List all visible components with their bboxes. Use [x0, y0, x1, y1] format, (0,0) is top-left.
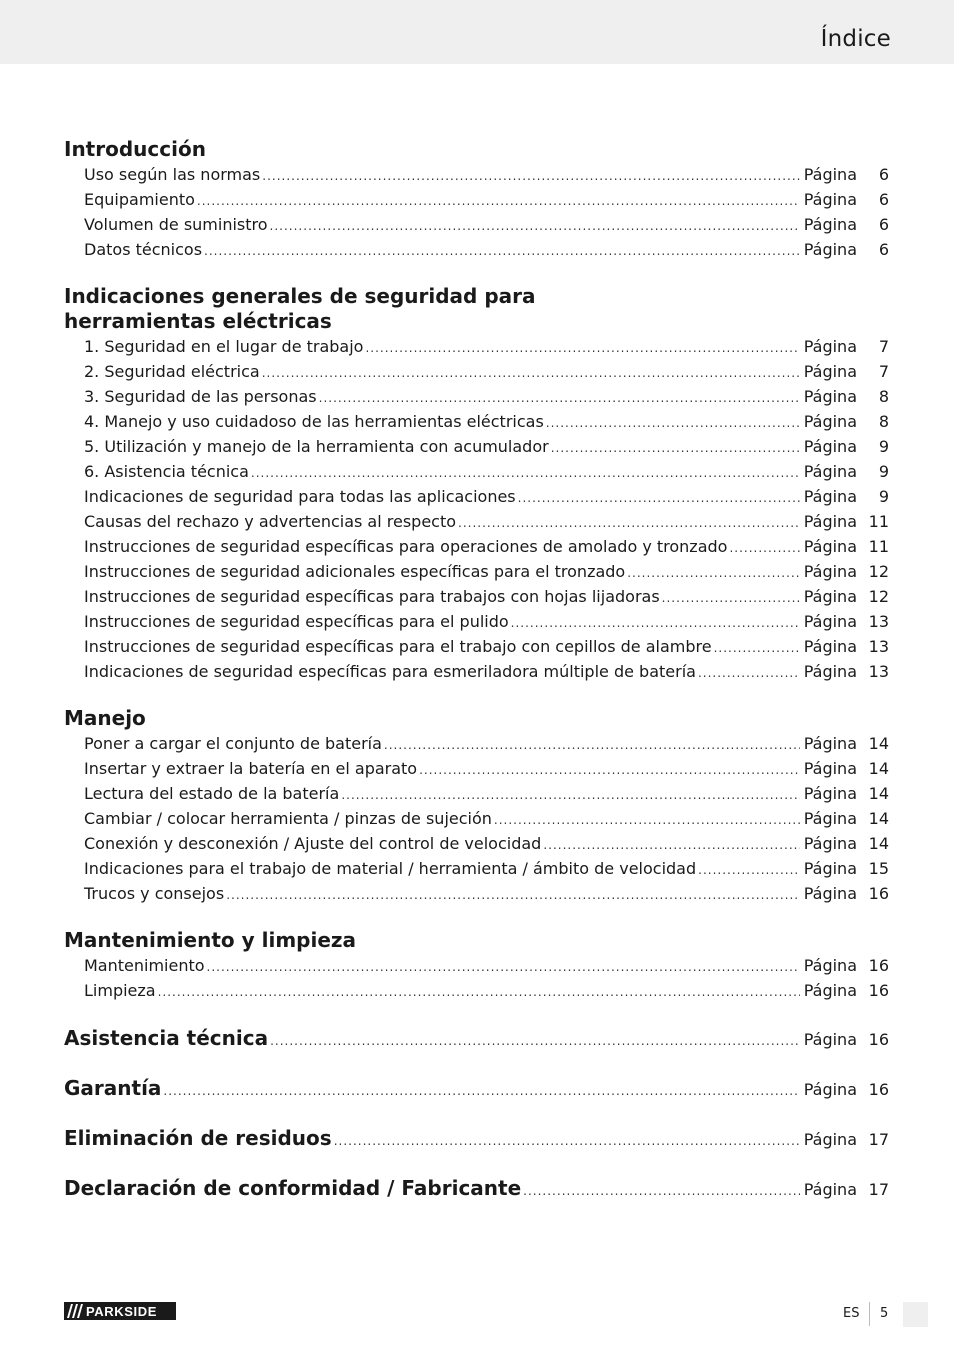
entry-text: Instrucciones de seguridad específicas para el trabajo con cepillos de alambre: [84, 637, 712, 656]
dot-leader: [204, 239, 800, 264]
toc-entry[interactable]: [84, 162, 889, 187]
page-number: 16: [868, 1030, 889, 1049]
page-number: 6: [878, 240, 889, 259]
page-number: 17: [868, 1130, 889, 1149]
dot-leader: [319, 386, 800, 411]
entry-text: Causas del rechazo y advertencias al respecto: [84, 512, 457, 531]
dot-leader: [270, 1026, 800, 1056]
toc-entry[interactable]: [84, 781, 889, 806]
toc-entry[interactable]: [84, 881, 889, 906]
page-number: 6: [878, 190, 889, 209]
page-number: 9: [878, 437, 889, 456]
toc-entry[interactable]: [84, 434, 889, 459]
page-label: Página: [803, 215, 857, 234]
section-title: Eliminación de residuos: [64, 1126, 332, 1150]
entry-text: 5. Utilización y manejo de la herramienta con acumulador: [84, 437, 549, 456]
page-number: 12: [868, 587, 889, 606]
section-title: Declaración de conformidad / Fabricante: [64, 1176, 522, 1200]
page-label: Página: [803, 240, 857, 259]
dot-leader: [341, 783, 799, 808]
dot-leader: [698, 858, 800, 883]
toc-heading-entry[interactable]: [64, 1025, 889, 1055]
toc-section-manejo: [64, 706, 889, 906]
toc-entry[interactable]: [84, 856, 889, 881]
toc-entry[interactable]: [84, 359, 889, 384]
page-number: 16: [868, 956, 889, 975]
toc-heading-entry[interactable]: [64, 1075, 889, 1105]
dot-leader: [546, 411, 800, 436]
page-number: 11: [868, 512, 889, 531]
entry-text: Indicaciones para el trabajo de material / herramienta / ámbito de velocidad: [84, 859, 697, 878]
entry-text: Indicaciones de seguridad específicas para esmeriladora múltiple de batería: [84, 662, 696, 681]
page-label: Página: [803, 759, 857, 778]
page-number: 14: [868, 809, 889, 828]
page-label: Página: [803, 387, 857, 406]
logo-text: PARKSIDE: [86, 1304, 158, 1319]
toc-entry[interactable]: [84, 534, 889, 559]
toc-entry[interactable]: [84, 334, 889, 359]
footer-divider: [869, 1302, 870, 1326]
page-label: Página: [803, 337, 857, 356]
page-number: 13: [868, 662, 889, 681]
entry-text: 1. Seguridad en el lugar de trabajo: [84, 337, 364, 356]
page-number: 13: [868, 612, 889, 631]
page-number: 7: [878, 362, 889, 381]
page-label: Página: [803, 487, 857, 506]
entry-text: 6. Asistencia técnica: [84, 462, 249, 481]
toc-entry[interactable]: [84, 634, 889, 659]
page-number: 16: [868, 884, 889, 903]
toc-entry[interactable]: [84, 559, 889, 584]
dot-leader: [698, 661, 800, 686]
toc-entry[interactable]: [84, 806, 889, 831]
entry-text: Instrucciones de seguridad específicas para el pulido: [84, 612, 509, 631]
page-number: 9: [878, 487, 889, 506]
page-label: Página: [803, 834, 857, 853]
page-label: Página: [803, 637, 857, 656]
dot-leader: [494, 808, 800, 833]
entry-text: 4. Manejo y uso cuidadoso de las herramientas eléctricas: [84, 412, 544, 431]
toc-entry[interactable]: [84, 484, 889, 509]
entry-text: Poner a cargar el conjunto de batería: [84, 734, 382, 753]
table-of-contents: [64, 137, 889, 1225]
page-label: Página: [803, 462, 857, 481]
parkside-logo: [64, 1302, 176, 1320]
dot-leader: [262, 361, 800, 386]
page-label: Página: [803, 562, 857, 581]
dot-leader: [270, 214, 800, 239]
language-code: ES: [843, 1306, 860, 1321]
page-label: Página: [803, 362, 857, 381]
page-label: Página: [803, 437, 857, 456]
entry-text: Indicaciones de seguridad para todas las aplicaciones: [84, 487, 516, 506]
page-label: Página: [803, 587, 857, 606]
dot-leader: [729, 536, 799, 561]
dot-leader: [163, 1076, 799, 1106]
dot-leader: [334, 1126, 800, 1156]
toc-heading-entry[interactable]: [64, 1175, 889, 1205]
toc-entry[interactable]: [84, 978, 889, 1003]
section-title: Garantía: [64, 1076, 162, 1100]
page-label: Página: [803, 1130, 857, 1149]
dot-leader: [158, 980, 800, 1005]
dot-leader: [262, 164, 799, 189]
dot-leader: [518, 486, 800, 511]
toc-entry[interactable]: [84, 187, 889, 212]
dot-leader: [251, 461, 800, 486]
page-number: 6: [878, 165, 889, 184]
page-label: Página: [803, 612, 857, 631]
dot-leader: [662, 586, 800, 611]
page-label: Página: [803, 734, 857, 753]
dot-leader: [551, 436, 800, 461]
toc-entry[interactable]: [84, 756, 889, 781]
toc-section-introduccion: [64, 137, 889, 262]
entry-text: 3. Seguridad de las personas: [84, 387, 317, 406]
page-label: Página: [803, 981, 857, 1000]
page-label: Página: [803, 859, 857, 878]
entry-text: Insertar y extraer la batería en el aparato: [84, 759, 418, 778]
toc-entry[interactable]: [84, 509, 889, 534]
dot-leader: [419, 758, 800, 783]
dot-leader: [714, 636, 800, 661]
page-number: 13: [868, 637, 889, 656]
toc-entry[interactable]: [84, 953, 889, 978]
dot-leader: [627, 561, 800, 586]
toc-entry[interactable]: [84, 384, 889, 409]
dot-leader: [207, 955, 800, 980]
page-title: Índice: [820, 26, 891, 52]
entry-text: Conexión y desconexión / Ajuste del control de velocidad: [84, 834, 542, 853]
dot-leader: [511, 611, 800, 636]
dot-leader: [523, 1176, 800, 1206]
page-number: 6: [878, 215, 889, 234]
header-bar: [0, 0, 954, 64]
section-title[interactable]: Mantenimiento y limpieza: [64, 928, 357, 952]
section-title[interactable]: Manejo: [64, 706, 146, 730]
page-number: 14: [868, 784, 889, 803]
entry-text: Uso según las normas: [84, 165, 261, 184]
toc-entry[interactable]: [84, 609, 889, 634]
entry-text: Lectura del estado de la batería: [84, 784, 340, 803]
toc-entry[interactable]: [84, 212, 889, 237]
toc-section-mantenimiento: [64, 928, 889, 1003]
toc-entry[interactable]: [84, 731, 889, 756]
entry-text: Limpieza: [84, 981, 156, 1000]
section-title: Asistencia técnica: [64, 1026, 269, 1050]
page-label: Página: [803, 784, 857, 803]
toc-entry[interactable]: [84, 831, 889, 856]
page-number: 9: [878, 462, 889, 481]
section-title-line1[interactable]: Indicaciones generales de seguridad para: [64, 284, 536, 308]
page-number: 7: [878, 337, 889, 356]
entry-text: Instrucciones de seguridad adicionales específicas para el tronzado: [84, 562, 626, 581]
page-label: Página: [803, 662, 857, 681]
page-number: 14: [868, 759, 889, 778]
page-number: 15: [868, 859, 889, 878]
page-number: 8: [878, 387, 889, 406]
page-label: Página: [803, 1080, 857, 1099]
section-title[interactable]: Introducción: [64, 137, 206, 161]
page-number: 16: [868, 981, 889, 1000]
page-number: 17: [868, 1180, 889, 1199]
page-number: 12: [868, 562, 889, 581]
toc-heading-entry[interactable]: [64, 1125, 889, 1155]
toc-entry[interactable]: [84, 409, 889, 434]
toc-entry[interactable]: [84, 459, 889, 484]
page-label: Página: [803, 412, 857, 431]
toc-section-seguridad: [64, 284, 889, 684]
entry-text: Instrucciones de seguridad específicas para trabajos con hojas lijadoras: [84, 587, 660, 606]
page-label: Página: [803, 512, 857, 531]
entry-text: 2. Seguridad eléctrica: [84, 362, 260, 381]
entry-text: Trucos y consejos: [84, 884, 225, 903]
dot-leader: [197, 189, 800, 214]
entry-text: Volumen de suministro: [84, 215, 268, 234]
page-number-footer: 5: [880, 1306, 889, 1321]
page-label: Página: [803, 1180, 857, 1199]
toc-entry[interactable]: [84, 659, 889, 684]
page-label: Página: [803, 190, 857, 209]
page-label: Página: [803, 956, 857, 975]
dot-leader: [226, 883, 800, 908]
toc-entry[interactable]: [84, 584, 889, 609]
entry-text: Equipamiento: [84, 190, 195, 209]
dot-leader: [384, 733, 800, 758]
page-label: Página: [803, 1030, 857, 1049]
page-number: 14: [868, 734, 889, 753]
toc-entry[interactable]: [84, 237, 889, 262]
section-title-line2[interactable]: herramientas eléctricas: [64, 309, 332, 333]
footer-tab: [903, 1302, 928, 1327]
page-number: 11: [868, 537, 889, 556]
entry-text: Instrucciones de seguridad específicas para operaciones de amolado y tronzado: [84, 537, 728, 556]
dot-leader: [543, 833, 799, 858]
page-number: 16: [868, 1080, 889, 1099]
dot-leader: [458, 511, 800, 536]
page-label: Página: [803, 809, 857, 828]
page-label: Página: [803, 537, 857, 556]
dot-leader: [365, 336, 799, 361]
page-label: Página: [803, 884, 857, 903]
page-number: 14: [868, 834, 889, 853]
entry-text: Mantenimiento: [84, 956, 205, 975]
page-label: Página: [803, 165, 857, 184]
entry-text: Datos técnicos: [84, 240, 203, 259]
entry-text: Cambiar / colocar herramienta / pinzas de sujeción: [84, 809, 492, 828]
page-number: 8: [878, 412, 889, 431]
